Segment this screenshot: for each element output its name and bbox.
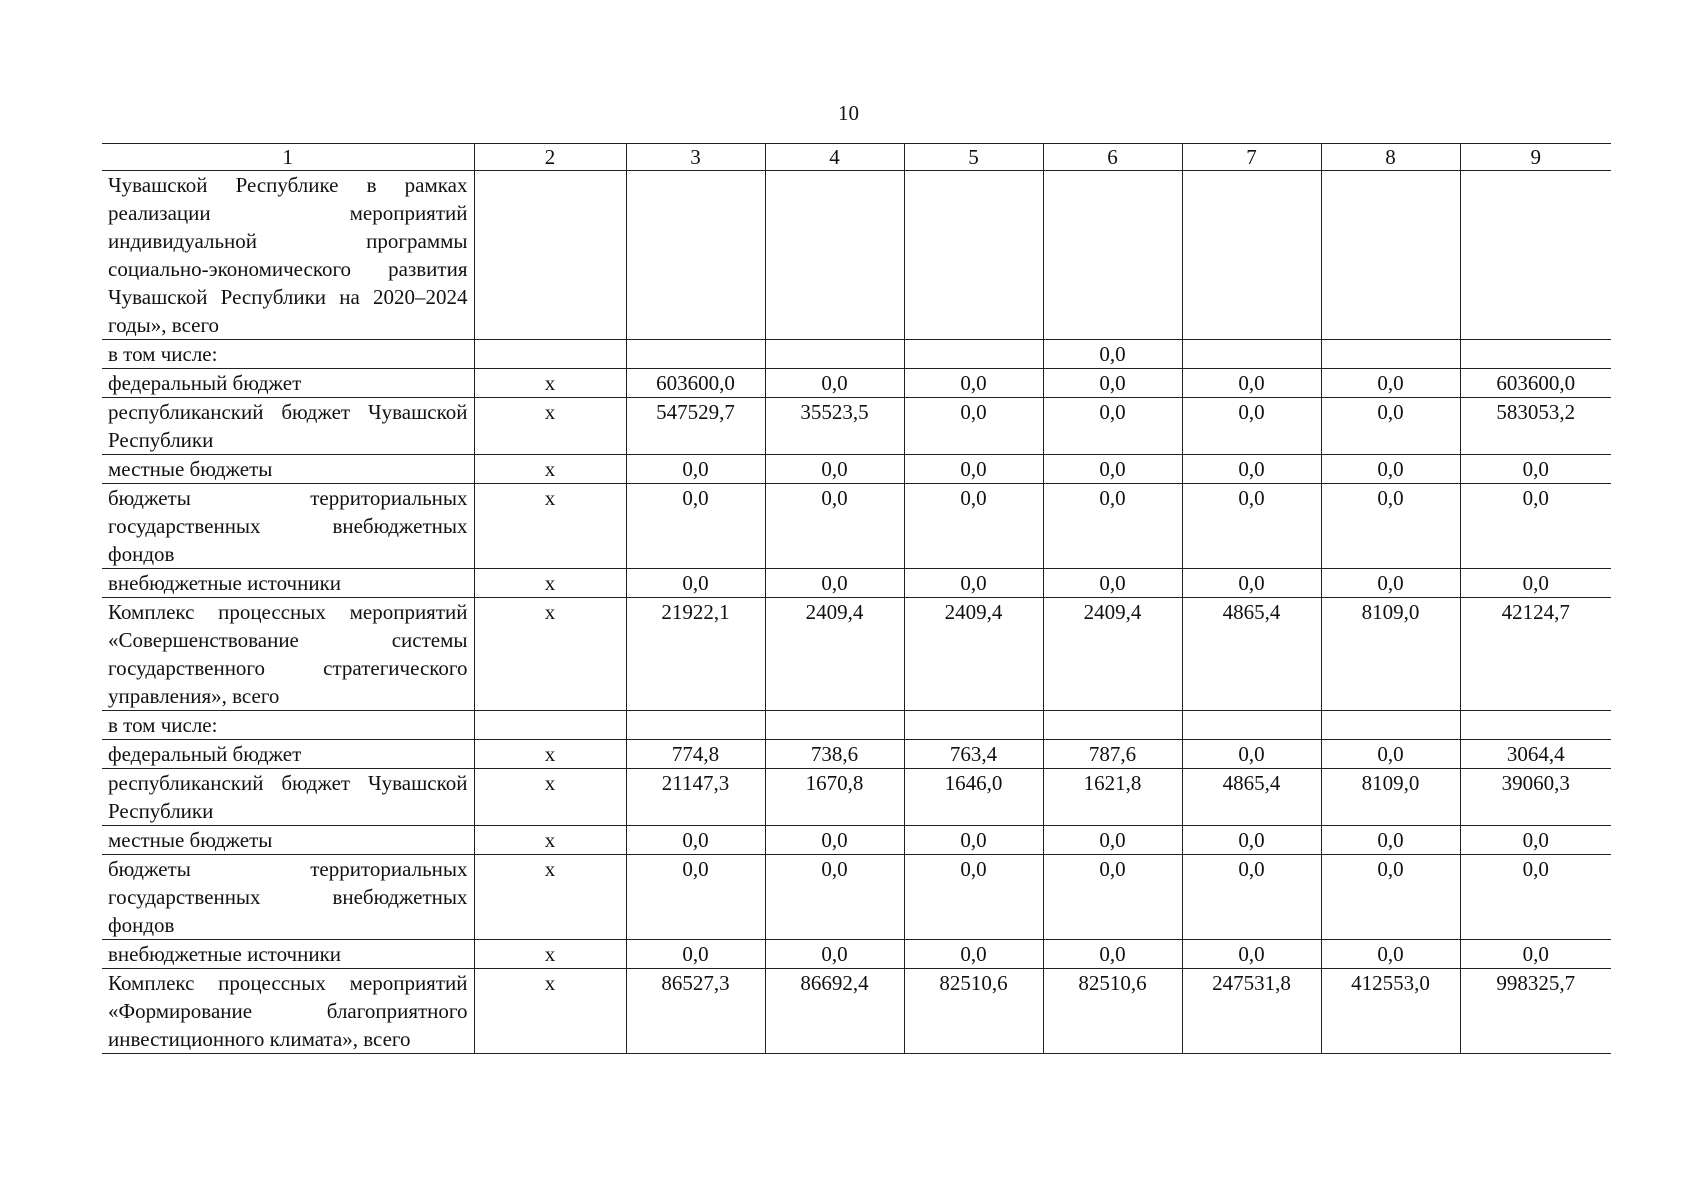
- value-cell: 774,8: [626, 740, 765, 769]
- value-cell: [1321, 171, 1460, 340]
- value-cell: [904, 711, 1043, 740]
- value-cell: [1182, 340, 1321, 369]
- mark-cell: x: [474, 484, 626, 569]
- table-row: [102, 826, 1611, 855]
- value-cell: 86692,4: [765, 969, 904, 1054]
- value-cell: 0,0: [1182, 455, 1321, 484]
- row-label-cell: внебюджетные источники: [102, 569, 474, 598]
- value-cell: 0,0: [1321, 855, 1460, 940]
- value-cell: 0,0: [1182, 484, 1321, 569]
- value-cell: 412553,0: [1321, 969, 1460, 1054]
- table-row: [102, 369, 1611, 398]
- value-cell: [1321, 340, 1460, 369]
- table-row: [102, 598, 1611, 711]
- value-cell: 0,0: [1182, 369, 1321, 398]
- value-cell: 0,0: [1321, 740, 1460, 769]
- column-header: 9: [1460, 144, 1611, 171]
- table-row: [102, 340, 1611, 369]
- row-label-cell: Комплекс процессных мероприятий «Формирование благоприятного инвестиционного климата», всего: [102, 969, 474, 1054]
- table-row: [102, 455, 1611, 484]
- column-header: 6: [1043, 144, 1182, 171]
- value-cell: 1621,8: [1043, 769, 1182, 826]
- table-row: [102, 855, 1611, 940]
- value-cell: 2409,4: [1043, 598, 1182, 711]
- value-cell: 0,0: [1043, 484, 1182, 569]
- row-label-cell: внебюджетные источники: [102, 940, 474, 969]
- table-row: [102, 484, 1611, 569]
- mark-cell: [474, 171, 626, 340]
- table-row: [102, 740, 1611, 769]
- value-cell: 0,0: [1321, 455, 1460, 484]
- value-cell: 0,0: [1182, 940, 1321, 969]
- value-cell: 738,6: [765, 740, 904, 769]
- mark-cell: x: [474, 598, 626, 711]
- row-label-cell: в том числе:: [102, 711, 474, 740]
- value-cell: 0,0: [1043, 940, 1182, 969]
- value-cell: 4865,4: [1182, 598, 1321, 711]
- value-cell: [765, 171, 904, 340]
- mark-cell: x: [474, 569, 626, 598]
- mark-cell: x: [474, 826, 626, 855]
- column-number-row: [102, 144, 1611, 171]
- value-cell: 3064,4: [1460, 740, 1611, 769]
- column-header: 7: [1182, 144, 1321, 171]
- value-cell: 0,0: [1321, 398, 1460, 455]
- value-cell: 0,0: [1182, 826, 1321, 855]
- value-cell: 0,0: [1460, 940, 1611, 969]
- value-cell: 21147,3: [626, 769, 765, 826]
- value-cell: [904, 340, 1043, 369]
- mark-cell: x: [474, 740, 626, 769]
- mark-cell: x: [474, 969, 626, 1054]
- value-cell: 0,0: [904, 826, 1043, 855]
- value-cell: 0,0: [904, 855, 1043, 940]
- value-cell: 547529,7: [626, 398, 765, 455]
- value-cell: 1646,0: [904, 769, 1043, 826]
- value-cell: 0,0: [1182, 740, 1321, 769]
- page-number: 10: [838, 101, 859, 125]
- value-cell: [626, 171, 765, 340]
- row-label-cell: Чувашской Республике в рамках реализации мероприятий индивидуальной программы социально-экономического развития Чувашской Республики на 2020–2024 годы», всего: [102, 171, 474, 340]
- table-body: [102, 171, 1611, 1054]
- value-cell: 0,0: [765, 569, 904, 598]
- value-cell: 82510,6: [904, 969, 1043, 1054]
- row-label-cell: бюджеты территориальных государственных внебюджетных фондов: [102, 855, 474, 940]
- value-cell: 0,0: [1043, 398, 1182, 455]
- value-cell: 583053,2: [1460, 398, 1611, 455]
- value-cell: 0,0: [1043, 369, 1182, 398]
- value-cell: [765, 711, 904, 740]
- column-header: 2: [474, 144, 626, 171]
- value-cell: 0,0: [1460, 455, 1611, 484]
- value-cell: 0,0: [1460, 826, 1611, 855]
- value-cell: 35523,5: [765, 398, 904, 455]
- value-cell: 0,0: [1182, 855, 1321, 940]
- value-cell: 42124,7: [1460, 598, 1611, 711]
- value-cell: 0,0: [765, 855, 904, 940]
- row-label-cell: Комплекс процессных мероприятий «Совершенствование системы государственного стратегического управления», всего: [102, 598, 474, 711]
- value-cell: 0,0: [904, 398, 1043, 455]
- value-cell: 0,0: [626, 569, 765, 598]
- row-label-cell: местные бюджеты: [102, 455, 474, 484]
- value-cell: [1182, 711, 1321, 740]
- row-label-cell: бюджеты территориальных государственных внебюджетных фондов: [102, 484, 474, 569]
- value-cell: 0,0: [1043, 826, 1182, 855]
- table-row: [102, 171, 1611, 340]
- value-cell: 0,0: [1043, 855, 1182, 940]
- value-cell: [1182, 171, 1321, 340]
- value-cell: 0,0: [904, 369, 1043, 398]
- mark-cell: x: [474, 855, 626, 940]
- value-cell: 0,0: [765, 826, 904, 855]
- value-cell: [626, 711, 765, 740]
- value-cell: 0,0: [765, 940, 904, 969]
- mark-cell: x: [474, 455, 626, 484]
- column-header: 1: [102, 144, 474, 171]
- value-cell: 603600,0: [626, 369, 765, 398]
- table-row: [102, 969, 1611, 1054]
- value-cell: [1460, 171, 1611, 340]
- value-cell: 0,0: [904, 569, 1043, 598]
- table-row: [102, 711, 1611, 740]
- value-cell: [1460, 340, 1611, 369]
- table-row: [102, 569, 1611, 598]
- value-cell: 0,0: [765, 455, 904, 484]
- value-cell: [1321, 711, 1460, 740]
- mark-cell: [474, 340, 626, 369]
- column-header: 4: [765, 144, 904, 171]
- value-cell: 998325,7: [1460, 969, 1611, 1054]
- row-label-cell: республиканский бюджет Чувашской Республики: [102, 769, 474, 826]
- value-cell: 0,0: [765, 369, 904, 398]
- value-cell: 2409,4: [765, 598, 904, 711]
- value-cell: 0,0: [1460, 569, 1611, 598]
- value-cell: [1460, 711, 1611, 740]
- value-cell: 0,0: [1321, 940, 1460, 969]
- value-cell: 0,0: [626, 826, 765, 855]
- value-cell: 21922,1: [626, 598, 765, 711]
- value-cell: 8109,0: [1321, 598, 1460, 711]
- value-cell: 0,0: [904, 455, 1043, 484]
- value-cell: 0,0: [626, 484, 765, 569]
- value-cell: 39060,3: [1460, 769, 1611, 826]
- value-cell: 763,4: [904, 740, 1043, 769]
- row-label-cell: федеральный бюджет: [102, 740, 474, 769]
- row-label-cell: местные бюджеты: [102, 826, 474, 855]
- value-cell: 4865,4: [1182, 769, 1321, 826]
- value-cell: 0,0: [1321, 484, 1460, 569]
- column-header: 8: [1321, 144, 1460, 171]
- value-cell: 0,0: [1460, 484, 1611, 569]
- value-cell: 2409,4: [904, 598, 1043, 711]
- value-cell: 0,0: [1321, 826, 1460, 855]
- column-header: 5: [904, 144, 1043, 171]
- mark-cell: x: [474, 398, 626, 455]
- row-label-cell: федеральный бюджет: [102, 369, 474, 398]
- table-row: [102, 769, 1611, 826]
- row-label-cell: республиканский бюджет Чувашской Республики: [102, 398, 474, 455]
- value-cell: 0,0: [626, 940, 765, 969]
- value-cell: 0,0: [765, 484, 904, 569]
- value-cell: 603600,0: [1460, 369, 1611, 398]
- value-cell: 0,0: [1043, 340, 1182, 369]
- value-cell: [626, 340, 765, 369]
- value-cell: 0,0: [1321, 569, 1460, 598]
- value-cell: 0,0: [1182, 398, 1321, 455]
- value-cell: 0,0: [904, 940, 1043, 969]
- table-row: [102, 398, 1611, 455]
- value-cell: 0,0: [904, 484, 1043, 569]
- value-cell: 0,0: [626, 455, 765, 484]
- mark-cell: [474, 711, 626, 740]
- value-cell: 787,6: [1043, 740, 1182, 769]
- value-cell: [1043, 711, 1182, 740]
- mark-cell: x: [474, 369, 626, 398]
- value-cell: 0,0: [1182, 569, 1321, 598]
- table-row: [102, 940, 1611, 969]
- value-cell: 82510,6: [1043, 969, 1182, 1054]
- value-cell: 8109,0: [1321, 769, 1460, 826]
- value-cell: 0,0: [1460, 855, 1611, 940]
- value-cell: [904, 171, 1043, 340]
- value-cell: [1043, 171, 1182, 340]
- budget-table: [102, 143, 1611, 1054]
- value-cell: 0,0: [626, 855, 765, 940]
- mark-cell: x: [474, 769, 626, 826]
- value-cell: 1670,8: [765, 769, 904, 826]
- value-cell: 247531,8: [1182, 969, 1321, 1054]
- mark-cell: x: [474, 940, 626, 969]
- value-cell: 86527,3: [626, 969, 765, 1054]
- value-cell: 0,0: [1043, 569, 1182, 598]
- value-cell: [765, 340, 904, 369]
- value-cell: 0,0: [1043, 455, 1182, 484]
- column-header: 3: [626, 144, 765, 171]
- row-label-cell: в том числе:: [102, 340, 474, 369]
- value-cell: 0,0: [1321, 369, 1460, 398]
